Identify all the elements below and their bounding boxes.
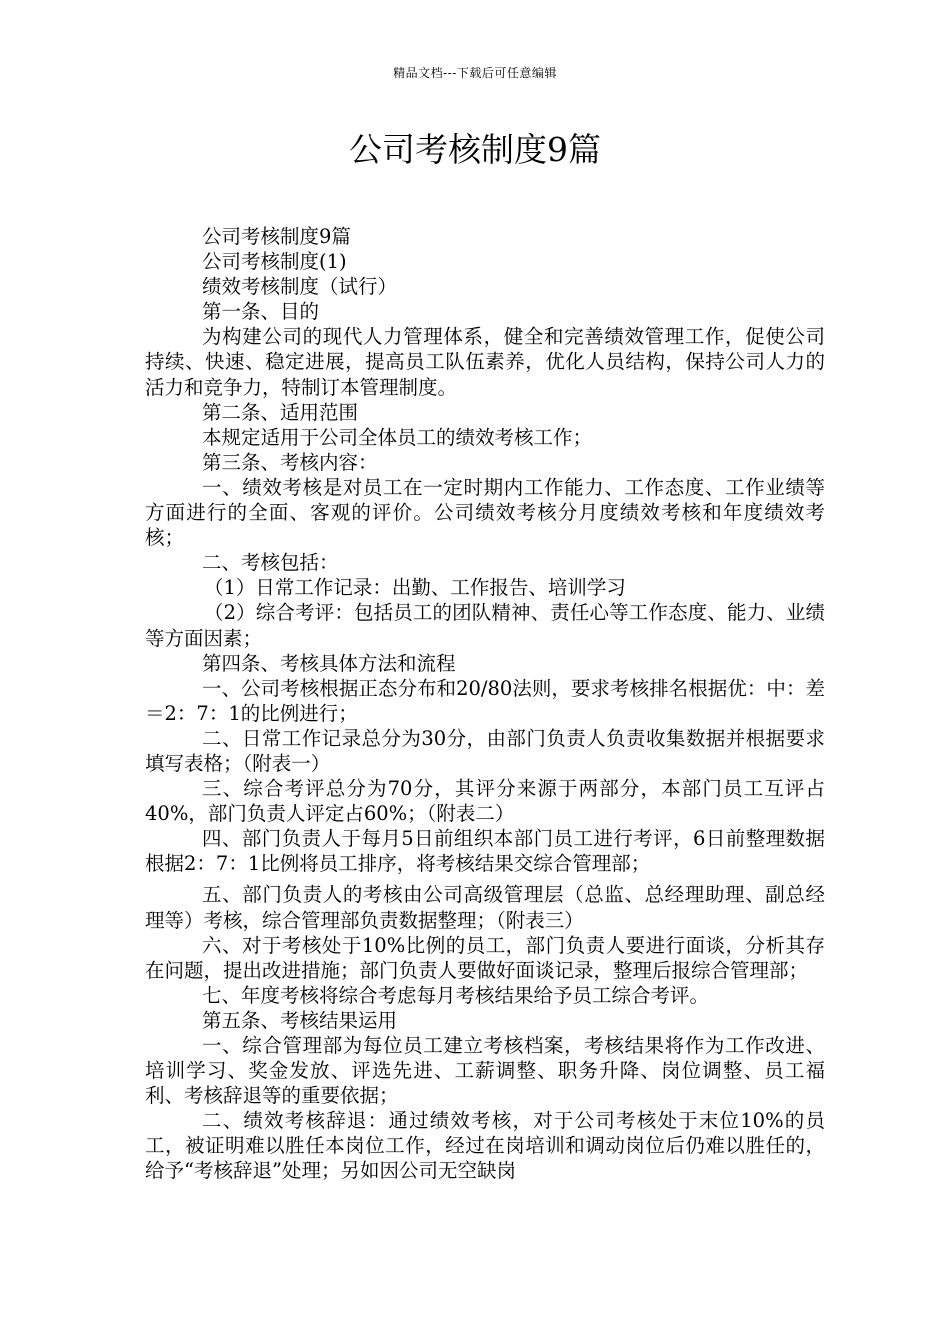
paragraph: 二、绩效考核辞退：通过绩效考核，对于公司考核处于末位10%的员工，被证明难以胜任本岗位工作，经过在岗培训和调动岗位后仍难以胜任的，给予“考核辞退”处理；另如因公司无空缺岗 — [145, 1109, 825, 1183]
paragraph: 绩效考核制度（试行） — [202, 275, 398, 299]
paragraph: 第一条、目的 — [202, 300, 320, 324]
paragraph: 二、日常工作记录总分为30分，由部门负责人负责收集数据并根据要求填写表格；（附表一） — [145, 726, 825, 775]
paragraph: 第二条、适用范围 — [202, 400, 359, 424]
paragraph: 五、部门负责人的考核由公司高级管理层（总监、总经理助理、副总经理等）考核，综合管理部负责数据整理；（附表三） — [145, 883, 825, 932]
paragraph: 七、年度考核将综合考虑每月考核结果给予员工综合考评。 — [202, 983, 710, 1007]
paragraph: 一、综合管理部为每位员工建立考核档案，考核结果将作为工作改进、培训学习、奖金发放、评选先进、工薪调整、职务升降、岗位调整、员工福利、考核辞退等的重要依据； — [145, 1034, 825, 1108]
paragraph: 为构建公司的现代人力管理体系，健全和完善绩效管理工作，促使公司持续、快速、稳定进展，提高员工队伍素养，优化人员结构，保持公司人力的活力和竞争力，特制订本管理制度。 — [145, 325, 825, 399]
paragraph: 第三条、考核内容： — [202, 450, 378, 474]
paragraph: 四、部门负责人于每月5日前组织本部门员工进行考评，6日前整理数据根据2：7：1比例将员工排序，将考核结果交综合管理部； — [145, 827, 825, 876]
paragraph: （2）综合考评：包括员工的团队精神、责任心等工作态度、能力、业绩等方面因素； — [145, 601, 825, 650]
paragraph: 三、综合考评总分为70分，其评分来源于两部分，本部门员工互评占40%，部门负责人评定占60%；（附表二） — [145, 777, 825, 826]
paragraph: 一、公司考核根据正态分布和20/80法则，要求考核排名根据优：中：差＝2：7：1的比例进行； — [145, 676, 825, 725]
paragraph: 一、绩效考核是对员工在一定时期内工作能力、工作态度、工作业绩等方面进行的全面、客观的评价。公司绩效考核分月度绩效考核和年度绩效考核； — [145, 475, 825, 550]
paragraph: 公司考核制度9篇 — [202, 225, 351, 248]
paragraph: 六、对于考核处于10%比例的员工，部门负责人要进行面谈，分析其存在问题，提出改进措施；部门负责人要做好面谈记录，整理后报综合管理部； — [145, 933, 825, 982]
paragraph: 公司考核制度(1) — [202, 250, 347, 274]
paragraph: 第五条、考核结果运用 — [202, 1008, 398, 1032]
paragraph: 本规定适用于公司全体员工的绩效考核工作； — [202, 425, 593, 449]
paragraph: （1）日常工作记录：出勤、工作报告、培训学习 — [204, 576, 626, 600]
header-note: 精品文档---下载后可任意编辑 — [393, 66, 557, 80]
paragraph: 第四条、考核具体方法和流程 — [202, 651, 456, 675]
document-title: 公司考核制度9篇 — [349, 130, 601, 169]
document-body — [145, 224, 825, 1184]
paragraph: 二、考核包括： — [202, 551, 339, 575]
